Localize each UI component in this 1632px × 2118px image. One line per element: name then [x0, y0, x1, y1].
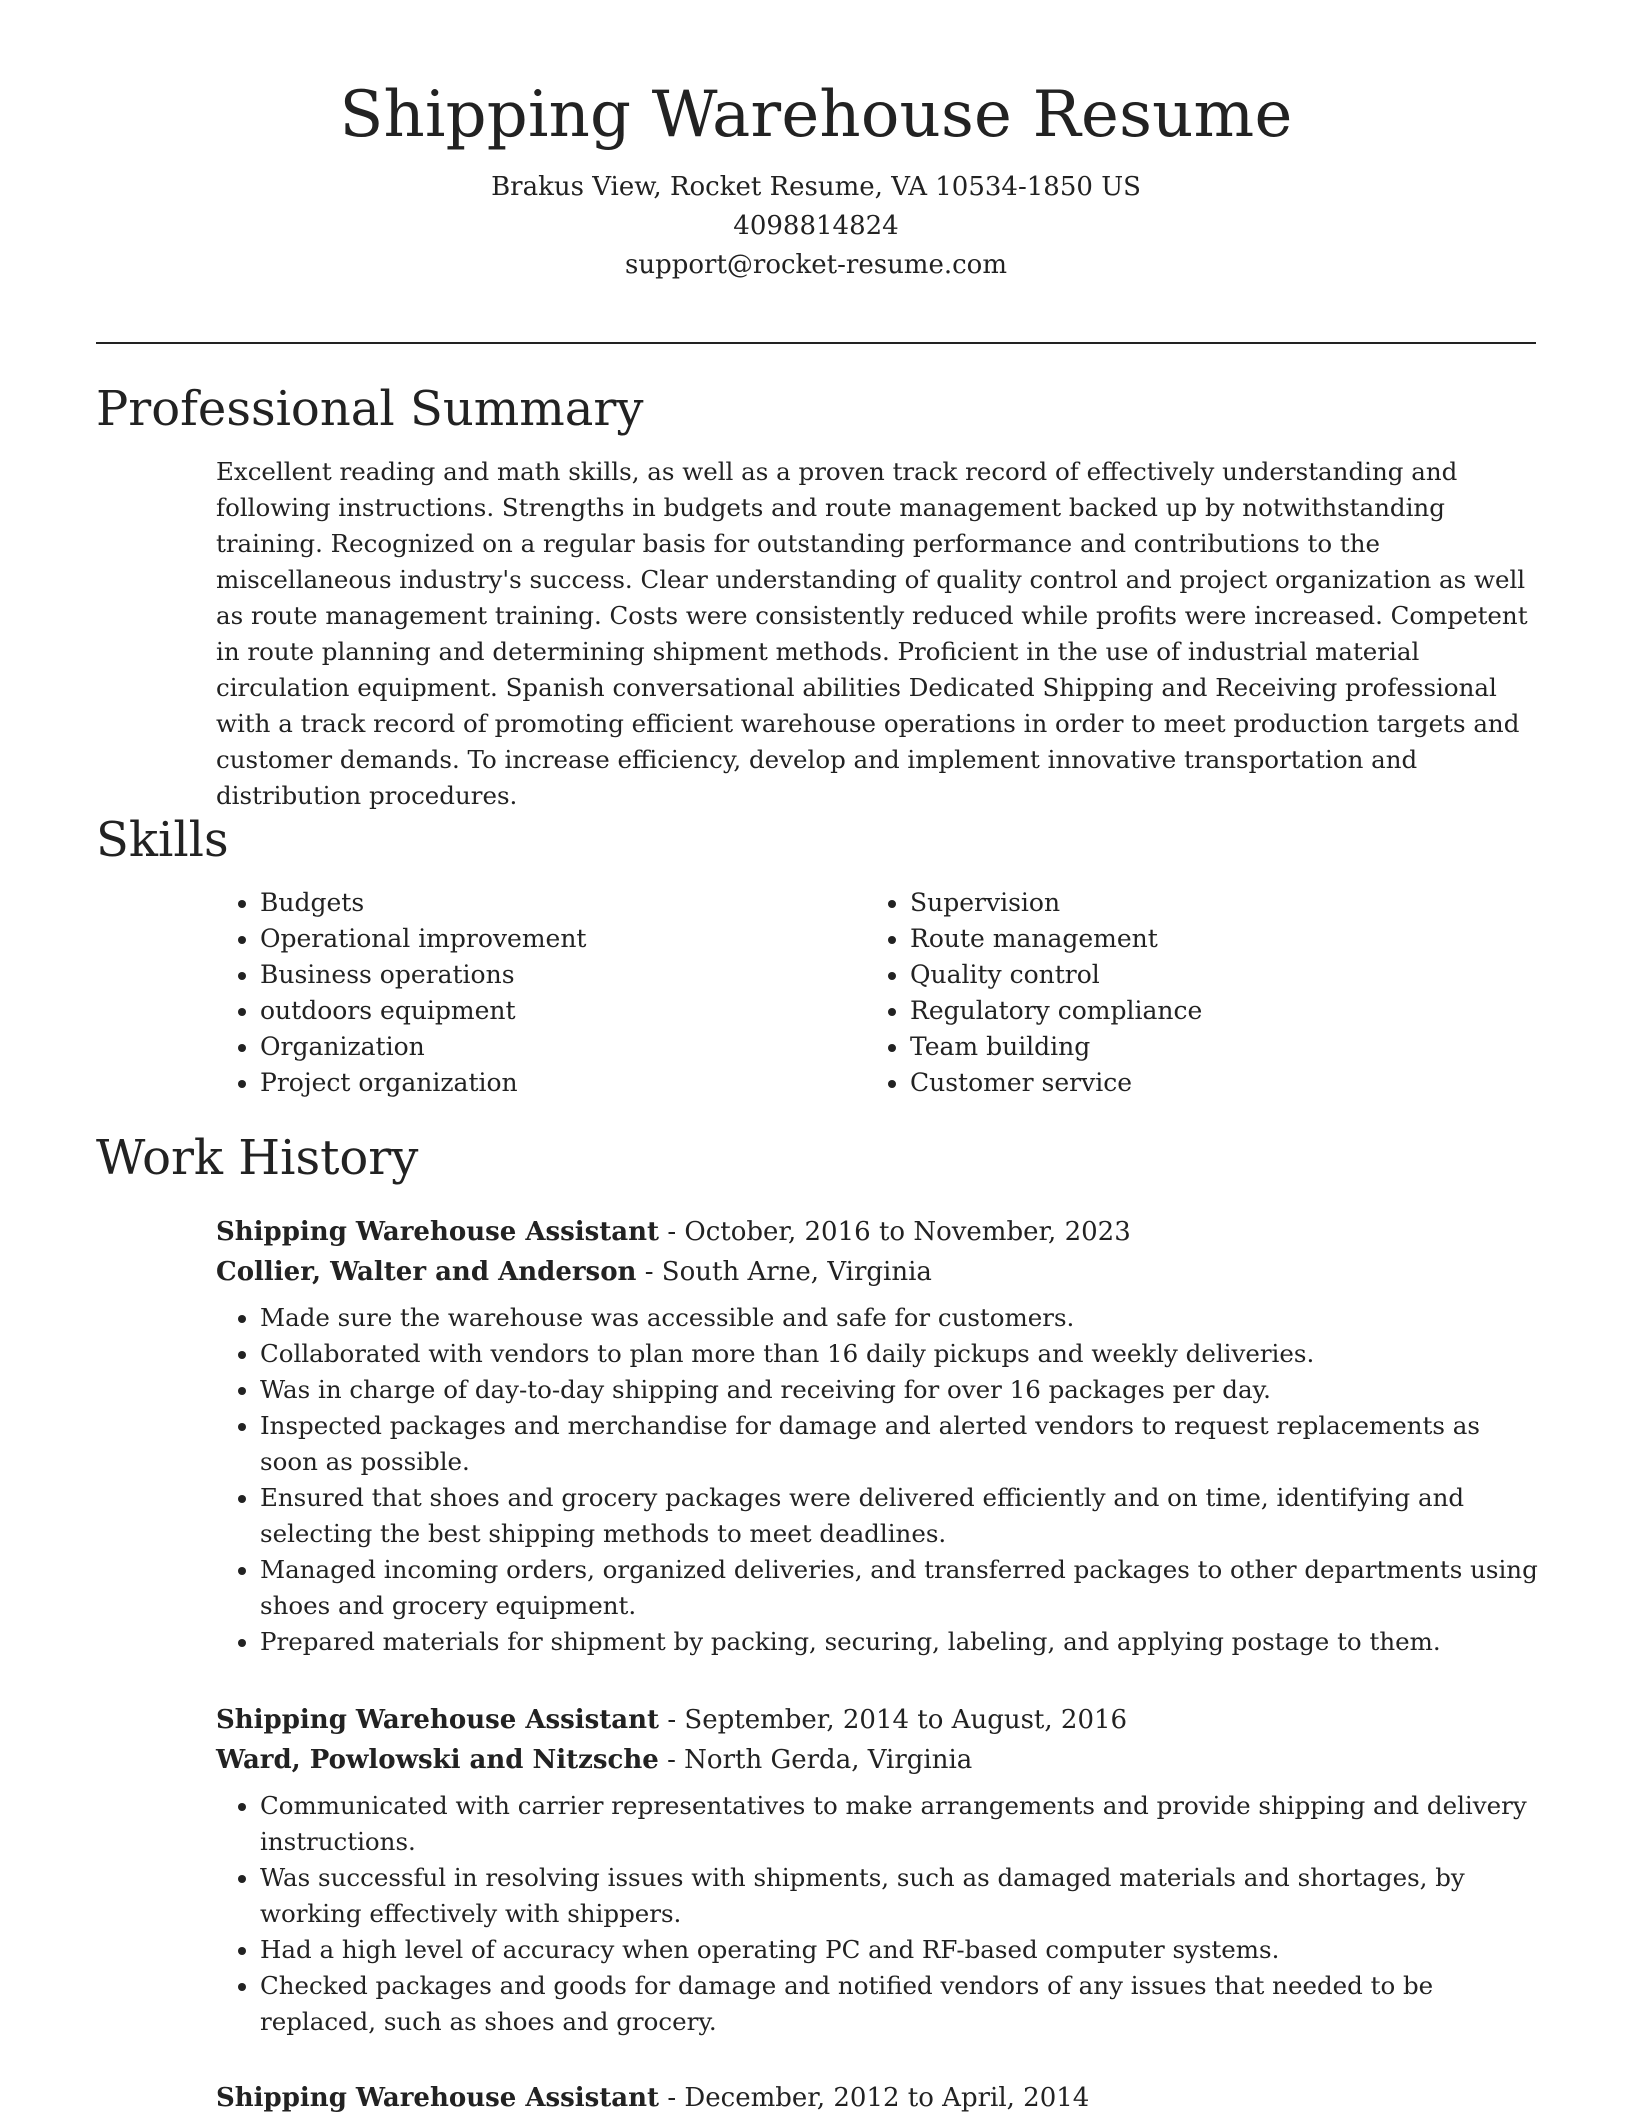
job-title: Shipping Warehouse Assistant	[216, 1705, 660, 1735]
skill-item: • Quality control	[910, 957, 1516, 993]
professional-summary-section	[96, 381, 1536, 810]
job-separator: -	[644, 1257, 662, 1287]
job-separator: -	[667, 1217, 685, 1247]
skill-item: • outdoors equipment	[260, 993, 866, 1029]
skill-item: • Business operations	[260, 957, 866, 993]
contact-block	[96, 168, 1536, 285]
job-duty-item: • Was successful in resolving issues with shipments, such as damaged materials and shortages, by working effectively with shippers.	[260, 1860, 1538, 1932]
resume-header	[96, 78, 1536, 285]
job-title-line	[216, 1212, 1538, 1252]
job-duty-item: • Had a high level of accuracy when operating PC and RF-based computer systems.	[260, 1932, 1538, 1968]
job-duty-item: • Communicated with carrier representatives to make arrangements and provide shipping and delivery instructions.	[260, 1788, 1538, 1860]
skill-item: • Team building	[910, 1029, 1516, 1065]
job-duty-item: • Ensured that shoes and grocery packages were delivered efficiently and on time, identifying and selecting the best shipping methods to meet deadlines.	[260, 1480, 1538, 1552]
skills-right-column	[866, 885, 1516, 1101]
header-divider	[96, 342, 1536, 344]
job-duty-item: • Collaborated with vendors to plan more than 16 daily pickups and weekly deliveries.	[260, 1336, 1538, 1372]
contact-email: support@rocket-resume.com	[624, 249, 1007, 280]
job-duty-item: • Inspected packages and merchandise for damage and alerted vendors to request replacements as soon as possible.	[260, 1408, 1538, 1480]
job-dates: September, 2014 to August, 2016	[684, 1705, 1128, 1735]
job-title: Shipping Warehouse Assistant	[216, 2083, 660, 2113]
job-dates: October, 2016 to November, 2023	[684, 1217, 1131, 1247]
job-company: Collier, Walter and Anderson	[216, 1257, 637, 1287]
contact-address: Brakus View, Rocket Resume, VA 10534-1850 US	[491, 171, 1141, 202]
job-title-line	[216, 2078, 1538, 2118]
job-company-line	[216, 1740, 1538, 1780]
job-duties-list	[216, 1788, 1538, 2040]
job-duty-item: • Was in charge of day-to-day shipping and receiving for over 16 packages per day.	[260, 1372, 1538, 1408]
skill-item: • Supervision	[910, 885, 1516, 921]
skills-left-column	[216, 885, 866, 1101]
job-entry	[216, 1700, 1538, 2040]
job-duties-list	[216, 1300, 1538, 1660]
job-location: North Gerda, Virginia	[684, 1745, 973, 1775]
work-history-section	[96, 1131, 1536, 2112]
professional-summary-heading: Professional Summary	[96, 381, 644, 437]
job-entry	[216, 1212, 1538, 1660]
job-company: Ward, Powlowski and Nitzsche	[216, 1745, 659, 1775]
job-title: Shipping Warehouse Assistant	[216, 1217, 660, 1247]
work-history-heading: Work History	[96, 1130, 419, 1186]
professional-summary-text: Excellent reading and math skills, as well as a proven track record of effectively understanding and following instructions. Strengths in budgets and route management backed up by notwithstanding training. Recognized on a regular basis for outstanding performance and contributions to the miscellaneous industry's success. Clear understanding of quality control and project organization as well as route management training. Costs were consistently reduced while profits were increased. Competent in route planning and determining shipment methods. Proficient in the use of industrial material circulation equipment. Spanish conversational abilities Dedicated Shipping and Receiving professional with a track record of promoting efficient warehouse operations in order to meet production targets and customer demands. To increase efficiency, develop and implement innovative transportation and distribution procedures.	[216, 457, 1528, 810]
skill-item: • Budgets	[260, 885, 866, 921]
job-title-line	[216, 1700, 1538, 1740]
skill-item: • Project organization	[260, 1065, 866, 1101]
job-separator: -	[667, 1745, 685, 1775]
resume-title: Shipping Warehouse Resume	[339, 78, 1293, 152]
skills-grid	[216, 885, 1538, 1101]
skill-item: • Customer service	[910, 1065, 1516, 1101]
job-entry	[216, 2078, 1538, 2118]
job-separator: -	[667, 2083, 685, 2113]
skill-item: • Operational improvement	[260, 921, 866, 957]
job-duty-item: • Managed incoming orders, organized deliveries, and transferred packages to other departments using shoes and grocery equipment.	[260, 1552, 1538, 1624]
job-duty-item: • Made sure the warehouse was accessible and safe for customers.	[260, 1300, 1538, 1336]
job-duty-item: • Checked packages and goods for damage and notified vendors of any issues that needed to be replaced, such as shoes and grocery.	[260, 1968, 1538, 2040]
job-location: South Arne, Virginia	[661, 1257, 932, 1287]
job-company-line	[216, 1252, 1538, 1292]
skill-item: • Regulatory compliance	[910, 993, 1516, 1029]
skills-section	[96, 813, 1536, 1113]
skills-heading: Skills	[96, 812, 229, 868]
skill-item: • Route management	[910, 921, 1516, 957]
contact-phone: 4098814824	[733, 210, 899, 241]
job-dates: December, 2012 to April, 2014	[684, 2083, 1090, 2113]
skill-item: • Organization	[260, 1029, 866, 1065]
job-separator: -	[667, 1705, 685, 1735]
job-duty-item: • Prepared materials for shipment by packing, securing, labeling, and applying postage to them.	[260, 1624, 1538, 1660]
